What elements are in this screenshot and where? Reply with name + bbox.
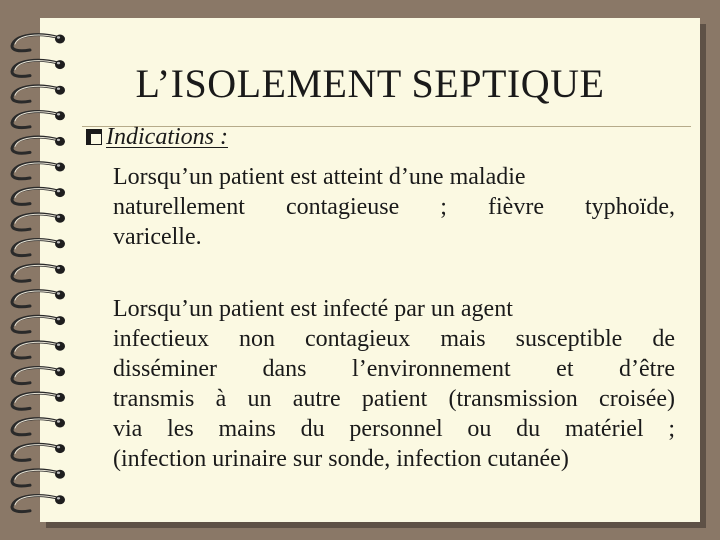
paragraph-line: via les mains du personnel ou du matériel ;	[113, 416, 675, 442]
slide-title: L’ISOLEMENT SEPTIQUE	[135, 61, 605, 106]
paragraph-non-contagious	[113, 294, 675, 474]
spiral-binding-ring	[12, 393, 65, 409]
paragraph-line: naturellement contagieuse ; fièvre typhoïde,	[113, 194, 675, 220]
spiral-binding-ring	[12, 188, 65, 204]
spiral-binding-ring	[12, 444, 65, 460]
spiral-binding-ring	[12, 111, 65, 127]
spiral-binding-ring	[12, 35, 65, 51]
paragraph-contagious	[113, 162, 675, 252]
paragraph-line: varicelle.	[113, 224, 202, 250]
paragraph-line: Lorsqu’un patient est atteint d’une maladie	[113, 164, 526, 190]
spiral-binding-ring	[12, 419, 65, 435]
section-heading: Indications :	[106, 124, 228, 150]
spiral-binding-ring	[12, 265, 65, 281]
paragraph-line: transmis à un autre patient (transmission croisée)	[113, 386, 675, 412]
spiral-binding-ring	[12, 163, 65, 179]
paragraph-line: disséminer dans l’environnement et d’être	[113, 356, 675, 382]
spiral-binding-ring	[12, 342, 65, 358]
spiral-binding-ring	[12, 470, 65, 486]
spiral-binding-ring	[12, 367, 65, 383]
paragraph-line: Lorsqu’un patient est infecté par un agent	[113, 296, 513, 322]
spiral-binding-ring	[12, 495, 65, 511]
spiral-binding-ring	[12, 214, 65, 230]
spiral-binding-ring	[12, 291, 65, 307]
spiral-binding-ring	[12, 316, 65, 332]
paragraph-line: infectieux non contagieux mais susceptible de	[113, 326, 675, 352]
paragraph-line: (infection urinaire sur sonde, infection cutanée)	[113, 446, 569, 472]
bullet-heading-row	[86, 122, 228, 152]
checkbox-bullet-icon	[86, 129, 102, 145]
spiral-binding-ring	[12, 137, 65, 153]
spiral-binding-ring	[12, 239, 65, 255]
